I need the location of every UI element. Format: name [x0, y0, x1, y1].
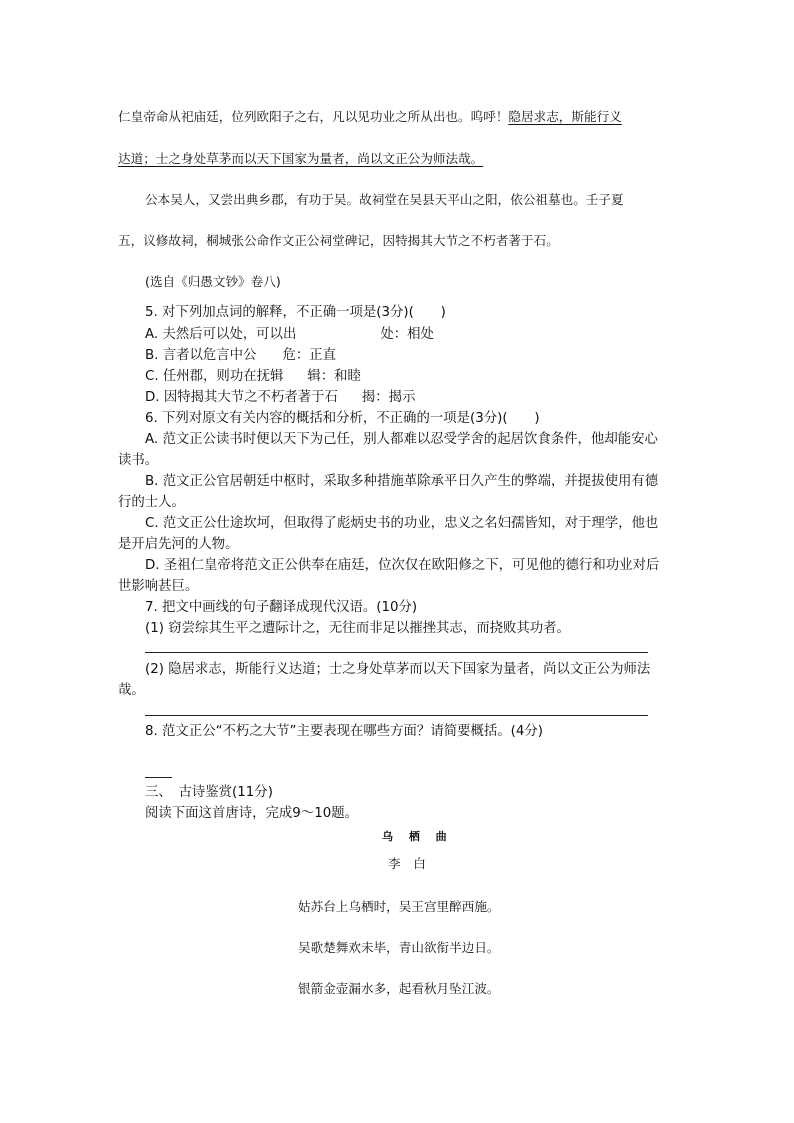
underlined-sentence: 隐居求志，斯能行义 [508, 109, 622, 124]
question-6-option-a-cont: 读书。 [118, 453, 159, 468]
question-5-option-d [145, 389, 415, 407]
option-text: D. 因特揭其大节之不朽者著于石 [145, 390, 338, 405]
question-7-stem: 7. 把文中画线的句子翻译成现代汉语。(10分) [145, 600, 418, 615]
question-8-stem: 8. 范文正公“不朽之大节”主要表现在哪些方面？请简要概括。(4分) [145, 724, 544, 739]
question-5-option-b [145, 347, 336, 365]
poem-title: 乌 栖 曲 [382, 830, 453, 843]
option-gloss: 揭：揭示 [361, 390, 416, 405]
passage-line: 公本吴人，又尝出典乡郡，有功于吴。故祠堂在吴县天平山之阳，依公祖墓也。壬子夏 [145, 192, 624, 207]
question-6-option-c-cont: 是开启先河的人物。 [118, 537, 239, 552]
poem-line: 姑苏台上乌栖时，吴王宫里醉西施。 [298, 899, 500, 914]
question-5-option-a [145, 326, 434, 344]
passage-line: 五，议修故祠，桐城张公命作文正公祠堂碑记，因特揭其大节之不朽者著于石。 [118, 233, 559, 248]
option-gloss: 辑：和睦 [307, 369, 361, 384]
passage-text: 仁皇帝命从祀庙廷，位列欧阳子之右，凡以见功业之所从出也。呜呼！ [118, 109, 509, 124]
answer-line [145, 777, 172, 778]
section-heading: 三、 古诗鉴赏(11分) [145, 785, 273, 800]
question-6-option-b: B. 范文正公官居朝廷中枢时，采取多种措施革除承平日久产生的弊端，并提拔使用有德 [145, 474, 659, 489]
option-gloss: 处：相处 [380, 327, 434, 342]
option-text: A. 夫然后可以处，可以出 [145, 327, 297, 342]
section-intro: 阅读下面这首唐诗，完成9～10题。 [145, 806, 359, 821]
passage-source: (选自《归愚文钞》卷八) [145, 274, 281, 289]
question-5-stem: 5. 对下列加点词的解释，不正确一项是(3分)( ) [145, 305, 446, 320]
answer-line [145, 652, 648, 653]
question-7-sentence-2-cont: 哉。 [118, 683, 145, 698]
question-6-option-d: D. 圣祖仁皇帝将范文正公供奉在庙廷，位次仅在欧阳修之下，可见他的德行和功业对后 [145, 558, 660, 573]
poem-line: 银箭金壶漏水多，起看秋月坠江波。 [298, 981, 500, 996]
question-7-sentence-1: (1) 窃尝综其生平之遭际计之，无往而非足以摧挫其志，而挠败其功者。 [145, 621, 570, 636]
question-6-option-a: A. 范文正公读书时便以天下为己任，别人都难以忍受学舍的起居饮食条件，他却能安心 [145, 432, 658, 447]
question-6-option-c: C. 范文正公仕途坎坷，但取得了彪炳史书的功业，忠义之名妇孺皆知，对于理学，他也 [145, 516, 659, 531]
option-gloss: 危：正直 [282, 348, 336, 363]
poem-author: 李 白 [388, 856, 426, 871]
answer-line [145, 715, 648, 716]
poem-line: 吴歌楚舞欢未毕，青山欲衔半边日。 [298, 940, 500, 955]
question-6-stem: 6. 下列对原文有关内容的概括和分析，不正确的一项是(3分)( ) [145, 411, 540, 426]
option-text: B. 言者以危言中公 [145, 348, 257, 363]
option-text: C. 任州郡，则功在抚辑 [145, 369, 284, 384]
underlined-sentence: 达道；士之身处草茅而以天下国家为量者，尚以文正公为师法哉。 [118, 151, 484, 166]
passage-line [118, 108, 622, 126]
passage-line [118, 150, 483, 168]
question-5-option-c [145, 368, 361, 386]
question-6-option-d-cont: 世影响甚巨。 [118, 579, 199, 594]
question-7-sentence-2: (2) 隐居求志，斯能行义达道；士之身处草茅而以天下国家为量者，尚以文正公为师法 [145, 662, 651, 677]
question-6-option-b-cont: 行的士人。 [118, 495, 185, 510]
